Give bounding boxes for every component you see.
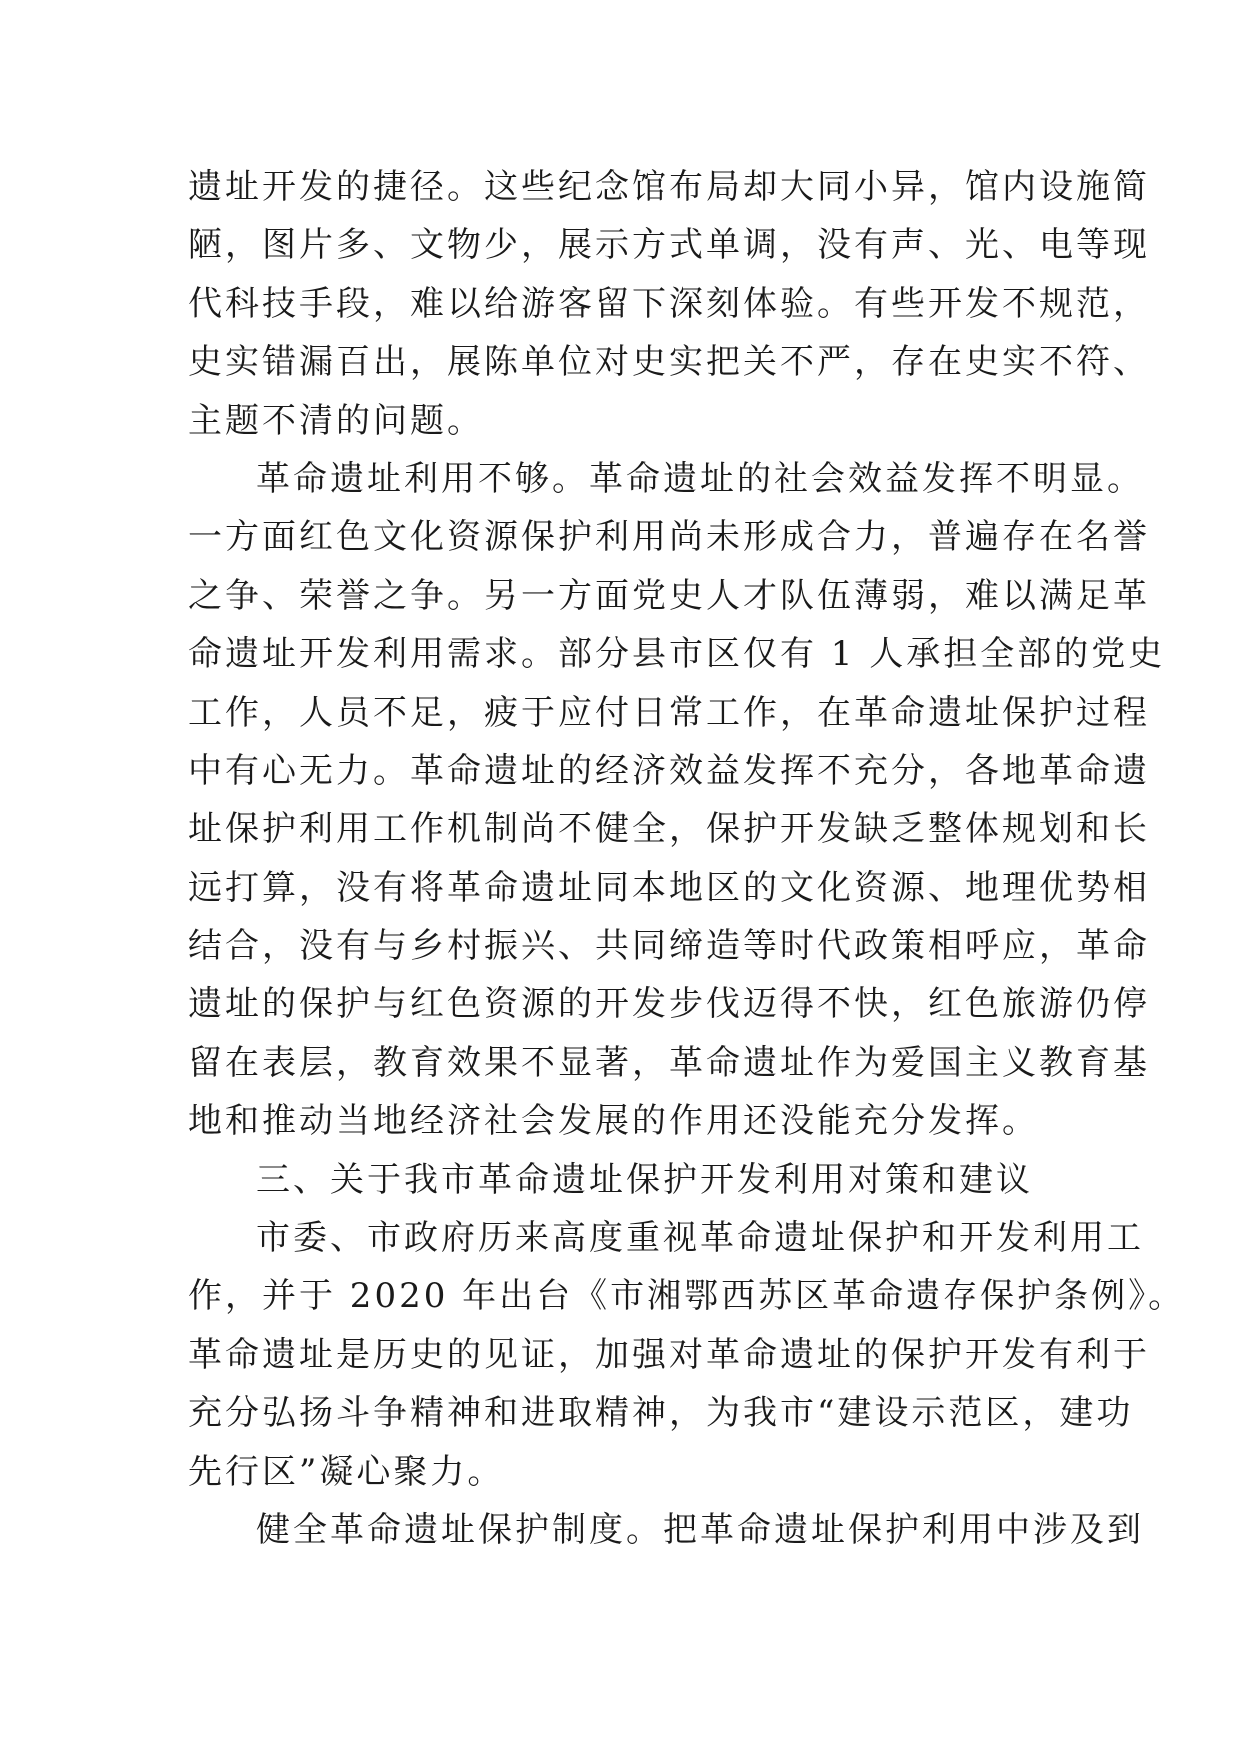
text-line: 地和推动当地经济社会发展的作用还没能充分发挥。 [188, 1101, 1039, 1142]
text-line: 革命遗址是历史的见证，加强对革命遗址的保护开发有利于 [188, 1334, 1150, 1375]
paragraph-start-line: 革命遗址利用不够。革命遗址的社会效益发挥不明显。 [256, 458, 1144, 499]
text-line: 命遗址开发利用需求。部分县市区仅有 1 人承担全部的党史 [188, 634, 1166, 675]
text-line: 史实错漏百出，展陈单位对史实把关不严，存在史实不符、 [188, 342, 1150, 383]
text-line: 远打算，没有将革命遗址同本地区的文化资源、地理优势相 [188, 867, 1150, 908]
text-line: 遗址开发的捷径。这些纪念馆布局却大同小异，馆内设施简 [188, 167, 1150, 207]
text-line: 工作，人员不足，疲于应付日常工作，在革命遗址保护过程 [188, 692, 1150, 733]
text-line: 陋，图片多、文物少，展示方式单调，没有声、光、电等现 [188, 225, 1150, 266]
text-line: 遗址的保护与红色资源的开发步伐迈得不快，红色旅游仍停 [188, 984, 1150, 1025]
text-line: 留在表层，教育效果不显著，革命遗址作为爱国主义教育基 [188, 1042, 1150, 1083]
text-line: 一方面红色文化资源保护利用尚未形成合力，普遍存在名誉 [188, 517, 1150, 558]
text-line: 先行区”凝心聚力。 [188, 1451, 505, 1492]
text-line: 代科技手段，难以给游客留下深刻体验。有些开发不规范， [188, 283, 1150, 324]
paragraph-start-line: 健全革命遗址保护制度。把革命遗址保护利用中涉及到 [256, 1509, 1144, 1550]
text-line: 之争、荣誉之争。另一方面党史人才队伍薄弱，难以满足革 [188, 575, 1150, 616]
text-line: 主题不清的问题。 [188, 400, 484, 441]
text-line: 结合，没有与乡村振兴、共同缔造等时代政策相呼应，革命 [188, 926, 1150, 967]
document-body [188, 158, 1186, 1559]
section-heading: 三、关于我市革命遗址保护开发利用对策和建议 [256, 1159, 1033, 1200]
text-line: 作，并于 2020 年出台《市湘鄂西苏区革命遗存保护条例》。 [188, 1276, 1186, 1317]
text-line: 中有心无力。革命遗址的经济效益发挥不充分，各地革命遗 [188, 750, 1150, 791]
text-line: 址保护利用工作机制尚不健全，保护开发缺乏整体规划和长 [188, 809, 1150, 850]
paragraph-start-line: 市委、市政府历来高度重视革命遗址保护和开发利用工 [256, 1218, 1144, 1259]
text-line: 充分弘扬斗争精神和进取精神，为我市“建设示范区，建功 [188, 1393, 1134, 1434]
